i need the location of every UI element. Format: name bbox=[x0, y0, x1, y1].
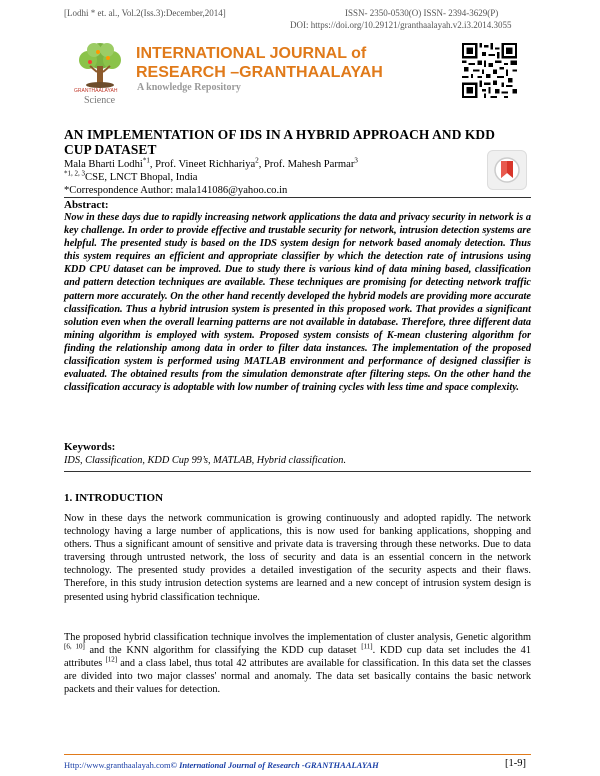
keywords-heading: Keywords: bbox=[64, 441, 116, 453]
introduction-heading: 1. INTRODUCTION bbox=[64, 492, 164, 504]
doi-header[interactable]: DOI: https://doi.org/10.29121/granthaalayah.v2.i3.2014.3055 bbox=[290, 20, 512, 30]
footer-url-link[interactable]: Http://www.granthaalayah.com bbox=[64, 760, 171, 770]
introduction-para-1: Now in these days the network communication is growing continuously and adopted rapidly. The network technology having a large number of applications, this is now used for banking applications, shopping and others. Thus a significant amount of sensitive and private data is traversing through these networks. Due to data traversing through untrusted network, the loss of security and data is an essential concern in the network technology. The presented study provides a detailed investigation of the security aspects and their flaws. Therefore, in this study intrusion detection systems are learned and a new concept of intrusion system design is presented using hybrid classification technique. bbox=[64, 513, 531, 603]
rule-keywords-bottom bbox=[64, 471, 531, 472]
journal-title-line2: RESEARCH –GRANTHAALAYAH bbox=[136, 64, 383, 81]
abstract-text: Now in these days due to rapidly increasing network applications the data and privacy security in network is a key challenge. In order to provide effective and trustable security for network, intrusion detection systems are helpful. The presented study is based on the IDS system design for network based anomaly detection. Thus this system requires an efficient and appropriate classifier by which the detection rate of intrusions using KDD CPU dataset can be improved. Due to study there is various kind of data mining based, classification and pattern detection techniques are available. These techniques are promising for detecting network traffic pattern more accurately. On the other hand recently developed the hybrid models are providing more accurate classification. Thus a hybrid intrusion system is presented in this proposed work. That provides a significant solution even when the overall learning patterns are not available in database. Therefore, three different data mining algorithm is employed with system. Proposed system consists of K-mean clustering algorithm for finding the relationship among data in order to filter data instances. The implementation of the proposed classification system is performed using MATLAB environment and performance of designed classifier is evaluated. The obtained results from the simulation demonstrate after filtering steps. On the other hand the classification accuracy is adoptable with low number of training cycles with less time and space complexity. bbox=[64, 212, 531, 394]
affiliation: CSE, LNCT Bhopal, India bbox=[85, 172, 198, 183]
journal-logo bbox=[70, 38, 130, 100]
logo-caption: GRANTHAALAYAH bbox=[74, 88, 118, 94]
author-3-sup: 3 bbox=[354, 156, 358, 165]
footer-line bbox=[64, 760, 379, 770]
crossmark-icon bbox=[488, 151, 526, 189]
author-1-sup: *1 bbox=[142, 156, 150, 165]
intro-p2-part-c: . KDD cup data set includes the 41 attributes bbox=[64, 645, 531, 670]
correspondence-line: *Correspondence Author: mala141086@yahoo.co.in bbox=[64, 185, 288, 196]
intro-p2-part-b: and the KNN algorithm for classifying the KDD cup dataset bbox=[84, 645, 362, 657]
citation-ref-1[interactable]: [6, 10] bbox=[64, 642, 85, 651]
author-1: Mala Bharti Lodhi bbox=[64, 159, 143, 170]
intro-p2-part-a: The proposed hybrid classification technique involves the implementation of cluster analysis, Genetic algorithm bbox=[64, 632, 531, 643]
qr-code[interactable] bbox=[462, 43, 517, 98]
journal-title-line1: INTERNATIONAL JOURNAL of bbox=[136, 45, 367, 62]
issn-header: ISSN- 2350-0530(O) ISSN- 2394-3629(P) bbox=[345, 8, 499, 18]
abstract-heading: Abstract: bbox=[64, 199, 109, 211]
paper-title-line2: CUP DATASET bbox=[64, 142, 157, 157]
author-line bbox=[64, 158, 358, 171]
rule-abstract-top bbox=[64, 197, 531, 198]
crossmark-button[interactable] bbox=[487, 150, 527, 190]
citation-header: [Lodhi * et. al., Vol.2(Iss.3):December,2014] bbox=[64, 8, 226, 18]
affiliation-sup: *1, 2, 3 bbox=[64, 169, 85, 178]
intro-p2-part-d: and a class label, thus total 42 attributes are available for classification. In this data set the classes are divided into two major classes' normal and anomaly. The data set basically contains the basic network packets and their values for detection. bbox=[64, 658, 531, 696]
footer-journal: © International Journal of Research -GRANTHAALAYAH bbox=[170, 760, 379, 770]
footer-rule bbox=[64, 754, 531, 755]
paper-title-line1: AN IMPLEMENTATION OF IDS IN A HYBRID APPROACH AND KDD bbox=[64, 127, 495, 142]
page-range: [1-9] bbox=[505, 758, 526, 769]
affiliation-line bbox=[64, 171, 198, 184]
science-label: Science bbox=[84, 95, 116, 106]
author-2: , Prof. Vineet Richhariya bbox=[149, 159, 256, 170]
keywords-text: IDS, Classification, KDD Cup 99’s, MATLAB, Hybrid classification. bbox=[64, 455, 347, 466]
qr-code-icon bbox=[462, 43, 517, 98]
journal-tagline: A knowledge Repository bbox=[137, 82, 241, 93]
introduction-para-2 bbox=[64, 631, 531, 696]
author-3: , Prof. Mahesh Parmar bbox=[258, 159, 355, 170]
author-2-sup: 2 bbox=[255, 156, 259, 165]
citation-ref-2[interactable]: [11] bbox=[361, 642, 373, 651]
citation-ref-3[interactable]: [12] bbox=[105, 655, 118, 664]
